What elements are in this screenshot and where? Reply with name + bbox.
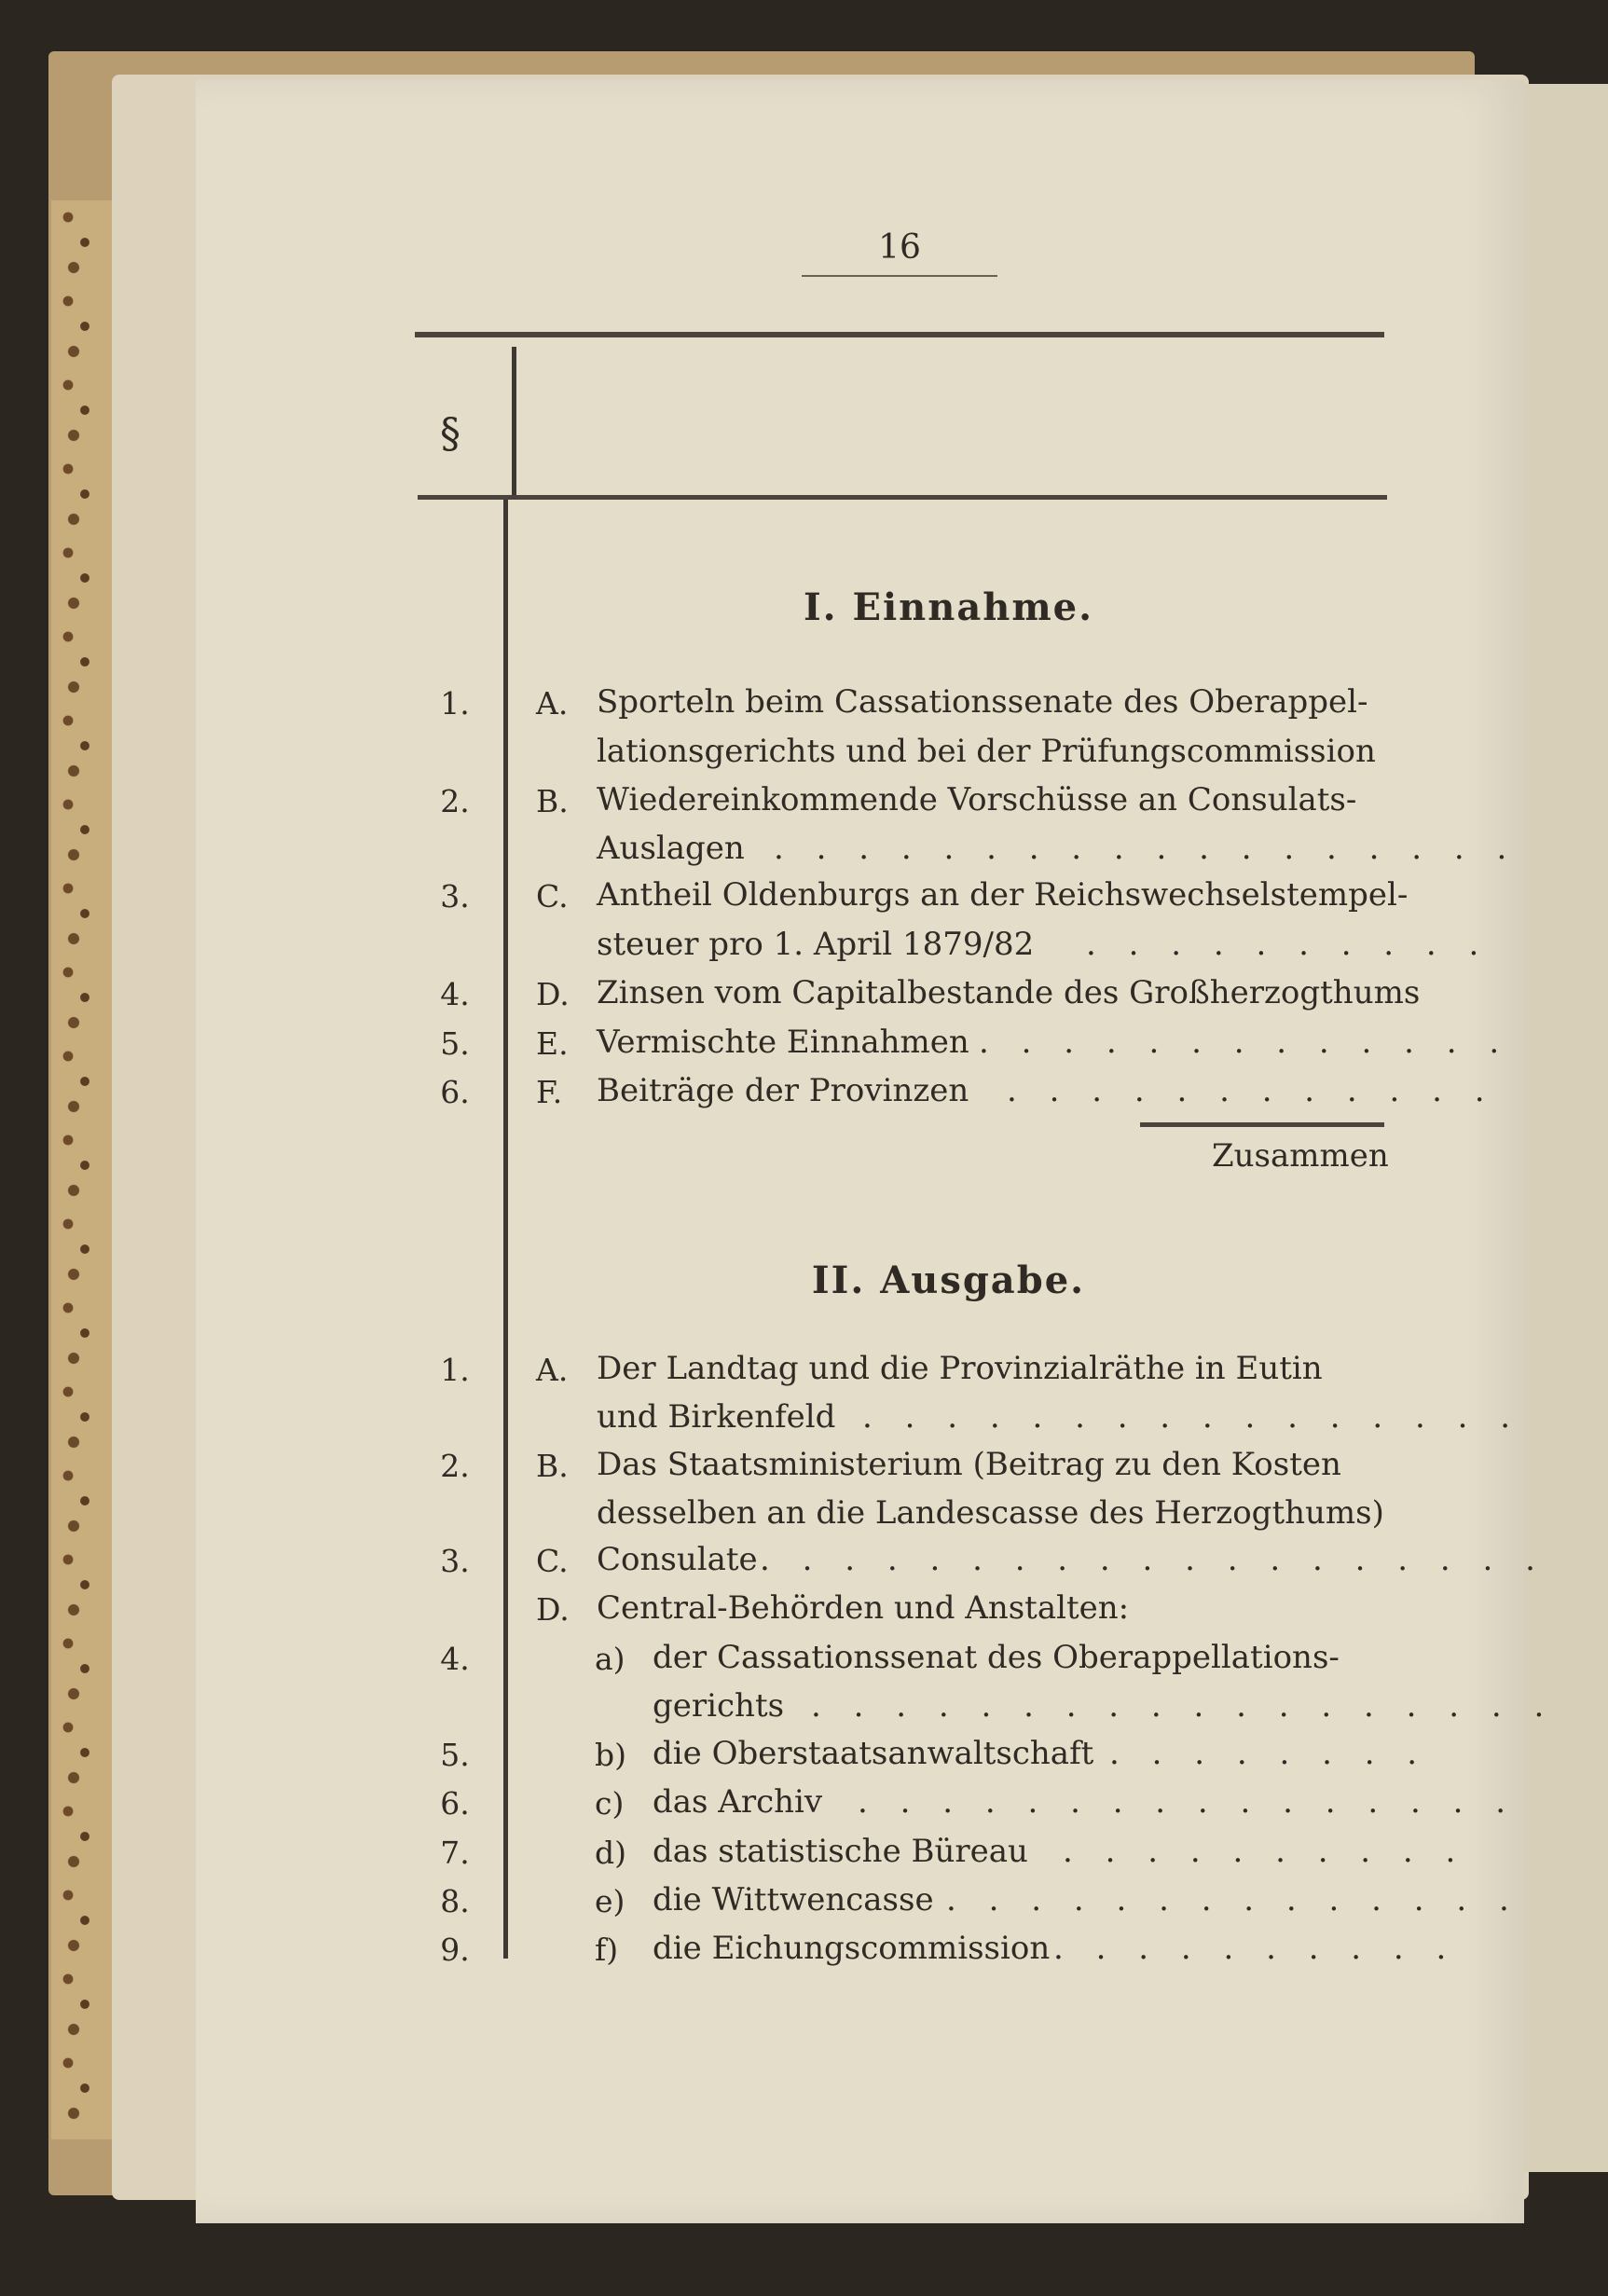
sub-item-text: der Cassationssenat des Oberappellations- xyxy=(653,1639,1340,1676)
item-number: 6. xyxy=(440,1074,470,1110)
sum-rule xyxy=(1140,1122,1384,1127)
item-number: 2. xyxy=(440,783,470,819)
leader-dots: . . . . . . . . . . . . . . . . . . . xyxy=(760,1541,1546,1578)
item-letter: B. xyxy=(536,783,569,819)
item-letter: A. xyxy=(536,1352,569,1388)
sub-item-letter: e) xyxy=(595,1883,625,1919)
item-letter: E. xyxy=(536,1025,569,1062)
table-header-rule xyxy=(418,495,1387,500)
table-top-rule xyxy=(415,332,1384,337)
leader-dots: . . . . . . . . . . . . . xyxy=(979,1024,1511,1061)
section-symbol: § xyxy=(440,410,460,458)
item-letter: A. xyxy=(536,685,569,722)
ausgabe-heading: II. Ausgabe. xyxy=(811,1258,1086,1302)
sub-item-letter: c) xyxy=(595,1785,625,1822)
sub-item-letter: f) xyxy=(595,1932,619,1968)
item-text: Der Landtag und die Provinzialräthe in Eutin xyxy=(597,1350,1323,1387)
item-number: 3. xyxy=(440,1543,470,1579)
item-text: Antheil Oldenburgs an der Reichswechselstempel- xyxy=(597,876,1409,914)
page-number-rule xyxy=(802,275,997,277)
leader-dots: . . . . . . . . . . . . xyxy=(1007,1072,1496,1109)
item-text: Auslagen xyxy=(597,830,745,867)
sub-item-text: das Archiv xyxy=(653,1783,823,1821)
item-text: Zinsen vom Capitalbestande des Großherzogthums xyxy=(597,974,1421,1011)
leader-dots: . . . . . . . . . . . . . . xyxy=(946,1881,1520,1918)
header-column-rule xyxy=(512,347,516,496)
item-letter: F. xyxy=(536,1074,563,1110)
item-letter: B. xyxy=(536,1448,569,1484)
item-number: 1. xyxy=(440,685,470,722)
item-number: 4. xyxy=(440,976,470,1012)
item-text: lationsgerichts und bei der Prüfungscommission xyxy=(597,733,1376,770)
sum-label: Zusammen xyxy=(1212,1137,1389,1175)
sub-item-text-continued: gerichts xyxy=(653,1687,785,1725)
item-text: desselben an die Landescasse des Herzogthums) xyxy=(597,1494,1384,1532)
item-letter: D. xyxy=(536,1591,570,1628)
leader-dots: . . . . . . . . . . . . . . . . . . xyxy=(774,830,1519,867)
item-letter: C. xyxy=(536,878,569,914)
item-number: 5. xyxy=(440,1737,470,1773)
item-number: 5. xyxy=(440,1025,470,1062)
item-number: 6. xyxy=(440,1785,470,1822)
item-number: 9. xyxy=(440,1932,470,1968)
item-text: und Birkenfeld xyxy=(597,1398,836,1436)
sub-item-letter: b) xyxy=(595,1737,626,1773)
item-letter: C. xyxy=(536,1543,569,1579)
item-text: Sporteln beim Cassationssenate des Oberappel- xyxy=(597,683,1368,721)
sub-item-text: die Oberstaatsanwaltschaft xyxy=(653,1735,1094,1772)
sub-item-text xyxy=(653,1687,784,1725)
leader-dots: . . . . . . . . . . xyxy=(1053,1930,1458,1967)
sub-item-letter: a) xyxy=(595,1641,625,1677)
item-number: 1. xyxy=(440,1352,470,1388)
sub-item-text: die Eichungscommission xyxy=(653,1930,1051,1967)
leader-dots: . . . . . . . . . . xyxy=(1086,926,1491,963)
einnahme-heading: I. Einnahme. xyxy=(803,585,1094,629)
item-letter: D. xyxy=(536,976,570,1012)
number-column-rule xyxy=(503,500,508,1959)
item-text: steuer pro 1. April 1879/82 xyxy=(597,926,1035,963)
leader-dots: . . . . . . . . xyxy=(1109,1735,1429,1772)
sub-item-letter: d) xyxy=(595,1835,626,1871)
item-text: Vermischte Einnahmen xyxy=(597,1024,969,1061)
item-text: Beiträge der Provinzen xyxy=(597,1072,969,1109)
leader-dots: . . . . . . . . . . . . . . . . xyxy=(862,1398,1522,1436)
page-number: 16 xyxy=(878,228,921,267)
item-text: Das Staatsministerium (Beitrag zu den Kosten xyxy=(597,1446,1341,1483)
item-number: 8. xyxy=(440,1883,470,1919)
leader-dots: . . . . . . . . . . . . . . . . . . xyxy=(811,1687,1556,1725)
sub-item-text: das statistische Büreau xyxy=(653,1833,1028,1870)
item-number: 4. xyxy=(440,1641,470,1677)
sub-item-text: die Wittwencasse xyxy=(653,1881,934,1918)
item-number: 3. xyxy=(440,878,470,914)
item-text: Central-Behörden und Anstalten: xyxy=(597,1589,1130,1627)
item-text: Wiedereinkommende Vorschüsse an Consulats- xyxy=(597,781,1357,818)
item-number: 2. xyxy=(440,1448,470,1484)
leader-dots: . . . . . . . . . . xyxy=(1063,1833,1467,1870)
leader-dots: . . . . . . . . . . . . . . . . xyxy=(858,1783,1518,1821)
item-number: 7. xyxy=(440,1835,470,1871)
item-text: Consulate xyxy=(597,1541,758,1578)
